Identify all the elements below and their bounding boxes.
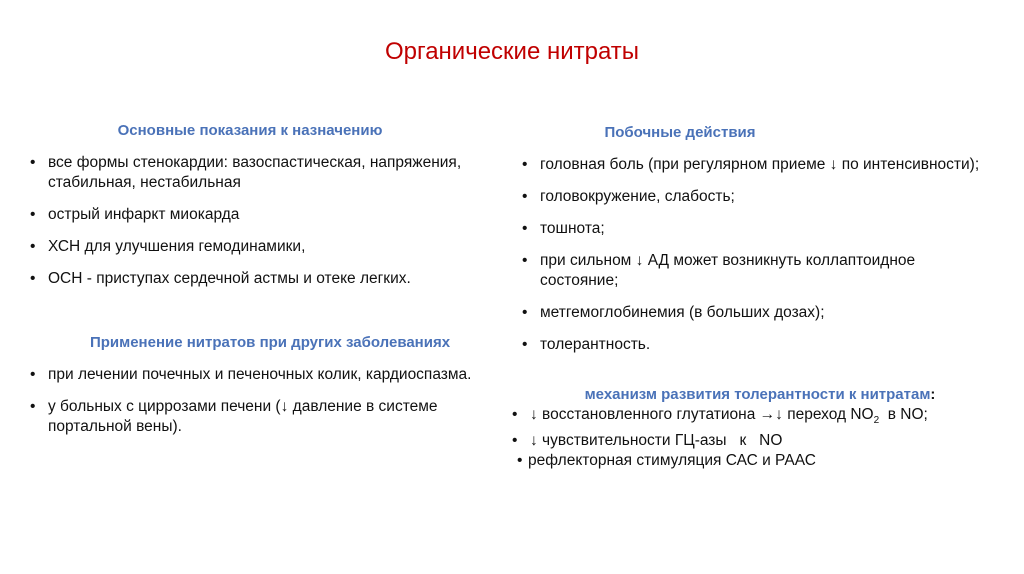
tolerance-heading-colon: : (930, 386, 936, 403)
subscript: 2 (873, 415, 880, 427)
list-item: • у больных с циррозами печени (↓ давление в системе портальной вены). (30, 397, 500, 437)
list-item: • все формы стенокардии: вазоспастическая, напряжения, стабильная, нестабильная (30, 153, 480, 193)
list-item: • при лечении почечных и печеночных колик, кардиоспазма. (30, 365, 500, 385)
list-item: • метгемоглобинемия (в больших дозах); (522, 303, 992, 323)
slide-title: Органические нитраты (384, 38, 640, 65)
list-item: • толерантность. (522, 335, 992, 355)
indications-list (30, 153, 480, 289)
side-effects-list (522, 155, 992, 355)
list-item: • ХСН для улучшения гемодинамики, (30, 237, 480, 257)
tolerance-heading-text: механизм развития толерантности к нитратам (584, 386, 931, 403)
indications-heading: Основные показания к назначению (117, 122, 383, 139)
tolerance-heading (540, 386, 980, 403)
list-item: • острый инфаркт миокарда (30, 205, 480, 225)
list-item (512, 405, 982, 431)
list-item: • рефлекторная стимуляция САС и РААС (517, 451, 987, 471)
mech-text: ↓ восстановленного глутатиона →↓ переход NO (530, 406, 874, 423)
list-item: • ↓ чувствительности ГЦ-азы к NO (512, 431, 982, 451)
list-item: • головная боль (при регулярном приеме ↓ по интенсивности); (522, 155, 992, 175)
list-item: • тошнота; (522, 219, 992, 239)
mech-text: в NO; (879, 406, 928, 423)
list-item: • ОСН - приступах сердечной астмы и отеке легких. (30, 269, 480, 289)
list-item: • при сильном ↓ АД может возникнуть коллаптоидное состояние; (522, 251, 992, 291)
other-diseases-heading: Применение нитратов при других заболеваниях (89, 334, 451, 351)
list-item: • головокружение, слабость; (522, 187, 992, 207)
other-diseases-list (30, 365, 500, 437)
tolerance-list (512, 405, 982, 471)
side-effects-heading: Побочные действия (604, 124, 756, 141)
